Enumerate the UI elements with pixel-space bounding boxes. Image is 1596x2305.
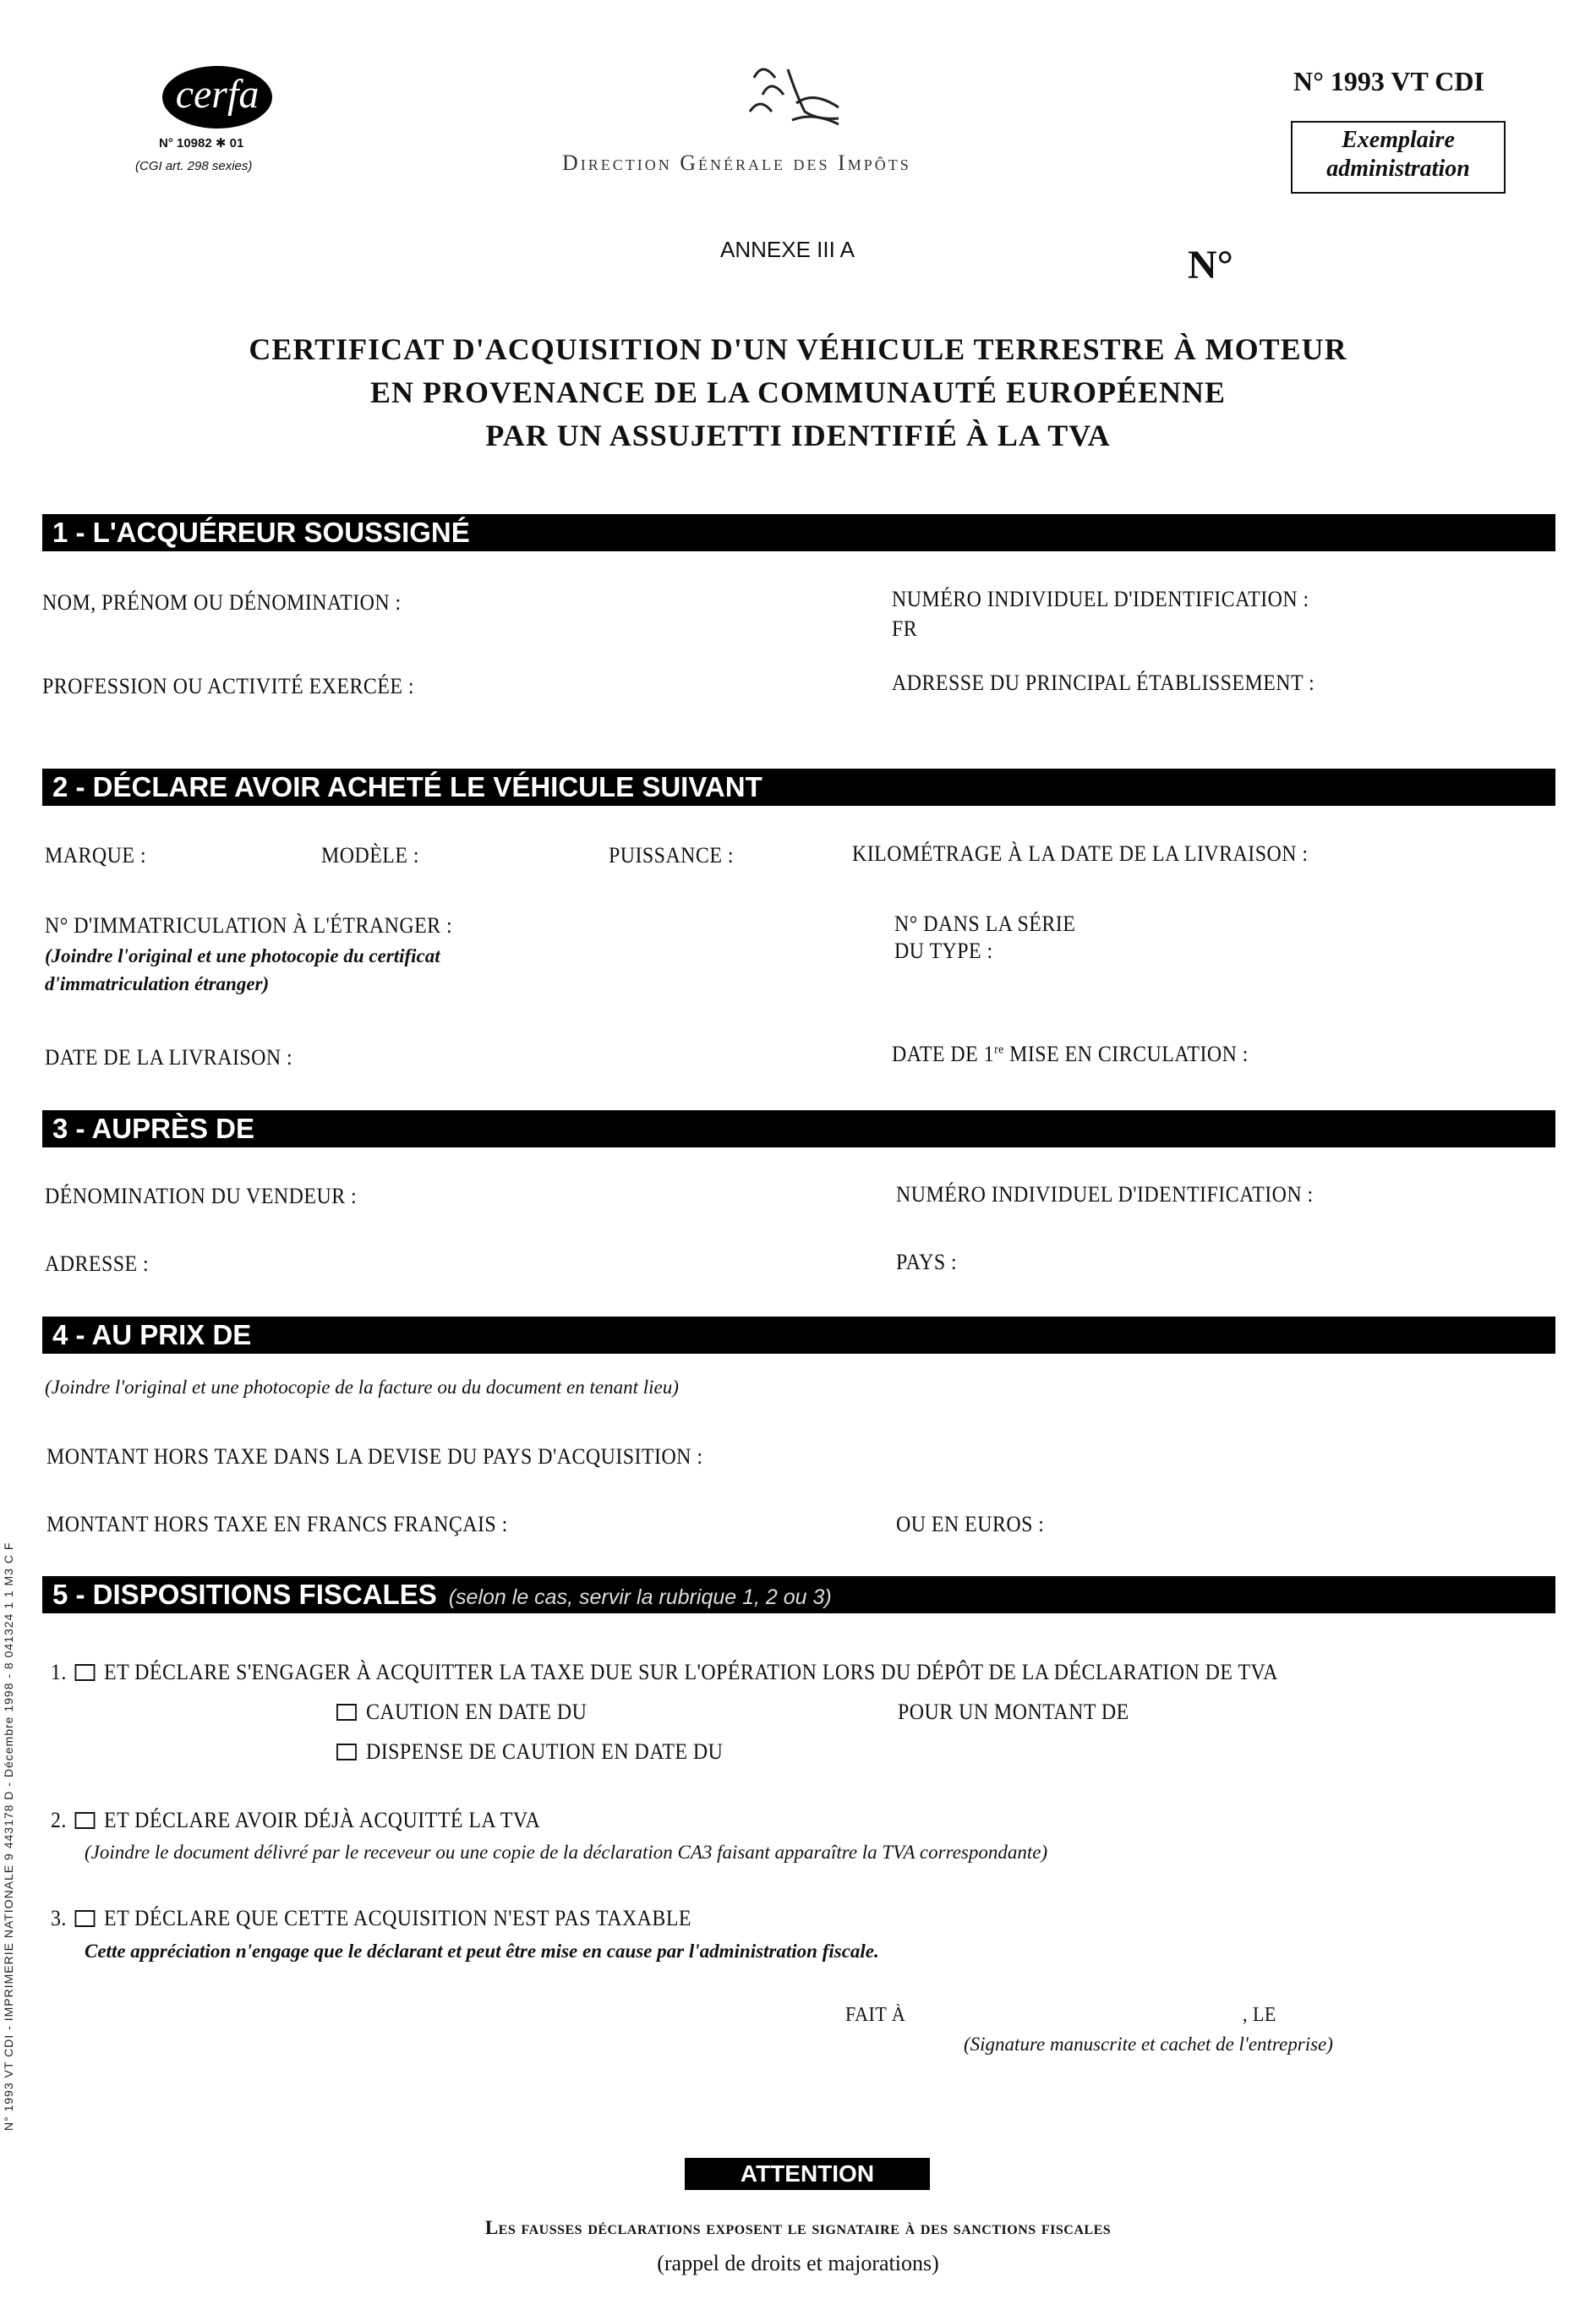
montant-devise-label: MONTANT HORS TAXE DANS LA DEVISE DU PAYS D'ACQUISITION : — [46, 1444, 703, 1469]
adresse-etablissement-label: ADRESSE DU PRINCIPAL ÉTABLISSEMENT : — [892, 671, 1315, 695]
immatriculation-note-1: (Joindre l'original et une photocopie du certificat — [45, 945, 440, 966]
side-print: N° 1993 VT CDI - IMPRIMERIE NATIONALE 9 443178 D - Décembre 1998 - 8 041324 1 1 M3 C F — [2, 1541, 15, 2131]
title-line3: PAR UN ASSUJETTI IDENTIFIÉ À LA TVA — [485, 419, 1111, 452]
vendeur-label: DÉNOMINATION DU VENDEUR : — [45, 1184, 358, 1208]
caution-checkbox[interactable] — [336, 1704, 357, 1721]
section4-header: 4 - AU PRIX DE — [42, 1317, 1555, 1354]
copy-label-line1: Exemplaire — [1342, 127, 1455, 153]
attention-banner: ATTENTION — [685, 2158, 930, 2190]
dgi-name: Direction Générale des Impôts — [562, 151, 911, 175]
option-1: 1. ET DÉCLARE S'ENGAGER À ACQUITTER LA TAXE DUE SUR L'OPÉRATION LORS DU DÉPÔT DE LA DÉCLARATION DE TVA — [51, 1660, 1278, 1684]
vendeur-adresse-label: ADRESSE : — [45, 1251, 150, 1276]
copy-label-line2: administration — [1326, 156, 1470, 182]
dispense-option: DISPENSE DE CAUTION EN DATE DU — [336, 1739, 723, 1765]
title-line1: CERTIFICAT D'ACQUISITION D'UN VÉHICULE TERRESTRE À MOTEUR — [249, 332, 1347, 366]
immatriculation-note-2: d'immatriculation étranger) — [45, 973, 270, 994]
dispense-checkbox[interactable] — [336, 1744, 357, 1760]
montant-francs-label: MONTANT HORS TAXE EN FRANCS FRANÇAIS : — [46, 1512, 508, 1536]
section3-header: 3 - AUPRÈS DE — [42, 1110, 1555, 1147]
serie-label-1: N° DANS LA SÉRIE — [894, 912, 1076, 936]
modele-label: MODÈLE : — [321, 843, 419, 868]
euros-label: OU EN EUROS : — [896, 1512, 1045, 1536]
cerfa-number: N° 10982 ✱ 01 — [159, 136, 244, 151]
prix-note: (Joindre l'original et une photocopie de la facture ou du document en tenant lieu) — [45, 1377, 679, 1398]
montant-caution-label: POUR UN MONTANT DE — [898, 1700, 1129, 1724]
option-3: 3. ET DÉCLARE QUE CETTE ACQUISITION N'EST PAS TAXABLE — [51, 1906, 691, 1930]
option-2-checkbox[interactable] — [74, 1812, 95, 1829]
puissance-label: PUISSANCE : — [609, 843, 734, 868]
le-label: , LE — [1243, 2004, 1276, 2026]
serie-label-2: DU TYPE : — [894, 939, 993, 963]
date-circulation-label: DATE DE 1re MISE EN CIRCULATION : — [892, 1042, 1249, 1066]
marque-label: MARQUE : — [45, 843, 146, 868]
section5-header: 5 - DISPOSITIONS FISCALES (selon le cas, servir la rubrique 1, 2 ou 3) — [42, 1576, 1555, 1613]
rappel-text: (rappel de droits et majorations) — [657, 2251, 939, 2275]
form-number: N° 1993 VT CDI — [1293, 66, 1484, 96]
date-livraison-label: DATE DE LA LIVRAISON : — [45, 1045, 293, 1070]
fr-prefix: FR — [892, 616, 918, 641]
title-line2: EN PROVENANCE DE LA COMMUNAUTÉ EUROPÉENNE — [369, 375, 1227, 409]
kilometrage-label: KILOMÉTRAGE À LA DATE DE LA LIVRAISON : — [852, 841, 1309, 866]
number-label: N° — [1188, 243, 1233, 287]
nom-label: NOM, PRÉNOM OU DÉNOMINATION : — [42, 590, 402, 615]
option-2: 2. ET DÉCLARE AVOIR DÉJÀ ACQUITTÉ LA TVA — [51, 1808, 541, 1832]
option-3-checkbox[interactable] — [74, 1910, 95, 1927]
annexe-label: ANNEXE III A — [720, 237, 855, 262]
immatriculation-label: N° D'IMMATRICULATION À L'ÉTRANGER : — [45, 913, 453, 938]
fait-a-label: FAIT À — [845, 2004, 906, 2026]
dgi-logo — [737, 52, 855, 137]
cerfa-logo-text: cerfa — [175, 72, 260, 117]
caution-option: CAUTION EN DATE DU — [336, 1700, 587, 1725]
option-2-note: (Joindre le document délivré par le receveur ou une copie de la déclaration CA3 faisant apparaître la TVA correspondante) — [85, 1842, 1048, 1863]
vendeur-numero-label: NUMÉRO INDIVIDUEL D'IDENTIFICATION : — [896, 1182, 1314, 1207]
profession-label: PROFESSION OU ACTIVITÉ EXERCÉE : — [42, 674, 414, 698]
section2-header: 2 - DÉCLARE AVOIR ACHETÉ LE VÉHICULE SUIVANT — [42, 769, 1555, 806]
signature-note: (Signature manuscrite et cachet de l'entreprise) — [964, 2034, 1333, 2055]
warning-text: Les fausses déclarations exposent le signataire à des sanctions fiscales — [484, 2217, 1112, 2238]
option-1-checkbox[interactable] — [74, 1664, 95, 1681]
numero-identification-label: NUMÉRO INDIVIDUEL D'IDENTIFICATION : — [892, 587, 1309, 611]
option-3-note: Cette appréciation n'engage que le déclarant et peut être mise en cause par l'administration fiscale. — [85, 1941, 879, 1962]
pays-label: PAYS : — [896, 1250, 958, 1274]
cerfa-ref: (CGI art. 298 sexies) — [135, 159, 253, 173]
section1-header: 1 - L'ACQUÉREUR SOUSSIGNÉ — [42, 514, 1555, 551]
